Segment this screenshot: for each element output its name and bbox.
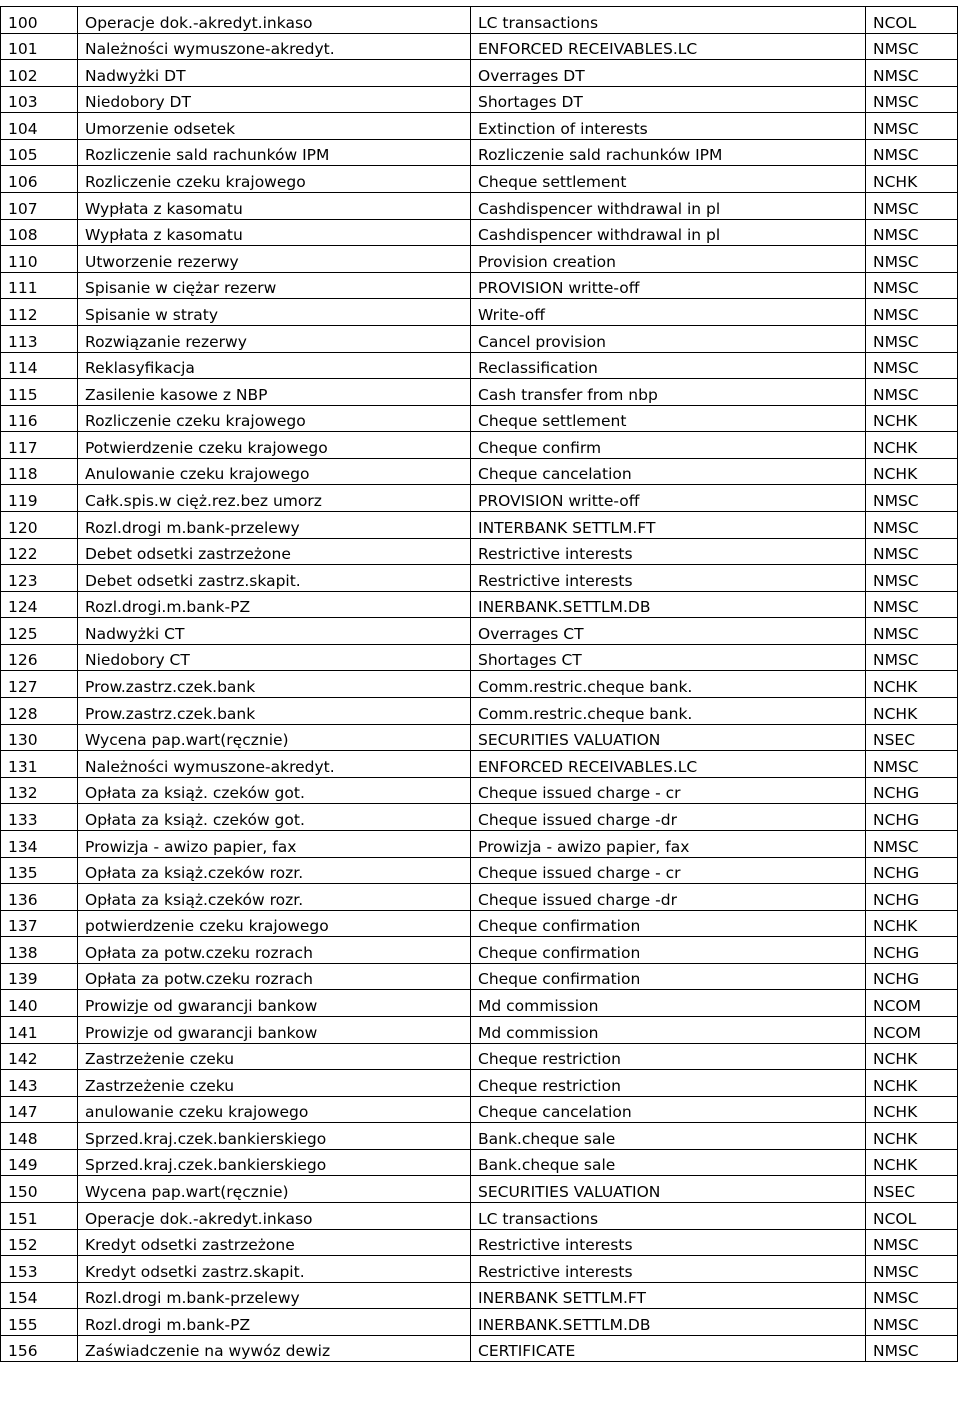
code-cell: 150 xyxy=(1,1176,78,1203)
category-cell: NCHK xyxy=(866,1096,958,1123)
table-row xyxy=(1,352,958,379)
polish-description-cell: Opłata za potw.czeku rozrach xyxy=(78,963,471,990)
category-cell: NCHG xyxy=(866,777,958,804)
polish-description-cell: Należności wymuszone-akredyt. xyxy=(78,33,471,60)
polish-description-cell: Wycena pap.wart(ręcznie) xyxy=(78,1176,471,1203)
code-cell: 102 xyxy=(1,60,78,87)
table-row xyxy=(1,432,958,459)
polish-description-cell: Rozliczenie czeku krajowego xyxy=(78,166,471,193)
english-description-cell: Cheque confirm xyxy=(471,432,866,459)
table-row xyxy=(1,139,958,166)
code-cell: 122 xyxy=(1,538,78,565)
polish-description-cell: Reklasyfikacja xyxy=(78,352,471,379)
english-description-cell: INERBANK SETTLM.FT xyxy=(471,1282,866,1309)
polish-description-cell: Utworzenie rezerwy xyxy=(78,246,471,273)
category-cell: NCHK xyxy=(866,458,958,485)
english-description-cell: Cashdispencer withdrawal in pl xyxy=(471,193,866,220)
table-row xyxy=(1,591,958,618)
english-description-cell: ENFORCED RECEIVABLES.LC xyxy=(471,751,866,778)
polish-description-cell: Całk.spis.w cięż.rez.bez umorz xyxy=(78,485,471,512)
table-row xyxy=(1,884,958,911)
table-row xyxy=(1,618,958,645)
category-cell: NMSC xyxy=(866,565,958,592)
table-row xyxy=(1,990,958,1017)
table-row xyxy=(1,299,958,326)
category-cell: NMSC xyxy=(866,219,958,246)
code-cell: 119 xyxy=(1,485,78,512)
code-cell: 101 xyxy=(1,33,78,60)
category-cell: NMSC xyxy=(866,299,958,326)
table-row xyxy=(1,485,958,512)
polish-description-cell: Prow.zastrz.czek.bank xyxy=(78,698,471,725)
category-cell: NCOM xyxy=(866,1016,958,1043)
polish-description-cell: Zastrzeżenie czeku xyxy=(78,1043,471,1070)
english-description-cell: Cheque cancelation xyxy=(471,1096,866,1123)
category-cell: NMSC xyxy=(866,618,958,645)
code-cell: 112 xyxy=(1,299,78,326)
code-cell: 154 xyxy=(1,1282,78,1309)
category-cell: NMSC xyxy=(866,325,958,352)
category-cell: NMSC xyxy=(866,86,958,113)
code-cell: 153 xyxy=(1,1256,78,1283)
polish-description-cell: Prowizje od gwarancji bankow xyxy=(78,990,471,1017)
category-cell: NMSC xyxy=(866,1335,958,1362)
code-cell: 147 xyxy=(1,1096,78,1123)
polish-description-cell: Rozliczenie czeku krajowego xyxy=(78,405,471,432)
table-row xyxy=(1,246,958,273)
polish-description-cell: Wypłata z kasomatu xyxy=(78,193,471,220)
polish-description-cell: Wycena pap.wart(ręcznie) xyxy=(78,724,471,751)
table-row xyxy=(1,538,958,565)
table-row xyxy=(1,458,958,485)
polish-description-cell: potwierdzenie czeku krajowego xyxy=(78,910,471,937)
category-cell: NCHG xyxy=(866,804,958,831)
code-cell: 125 xyxy=(1,618,78,645)
code-cell: 138 xyxy=(1,937,78,964)
english-description-cell: INERBANK.SETTLM.DB xyxy=(471,1309,866,1336)
code-cell: 127 xyxy=(1,671,78,698)
table-row xyxy=(1,1016,958,1043)
polish-description-cell: Należności wymuszone-akredyt. xyxy=(78,751,471,778)
code-cell: 116 xyxy=(1,405,78,432)
code-cell: 140 xyxy=(1,990,78,1017)
code-cell: 143 xyxy=(1,1070,78,1097)
code-cell: 137 xyxy=(1,910,78,937)
table-row xyxy=(1,671,958,698)
english-description-cell: Cashdispencer withdrawal in pl xyxy=(471,219,866,246)
table-row xyxy=(1,1043,958,1070)
code-cell: 142 xyxy=(1,1043,78,1070)
code-cell: 141 xyxy=(1,1016,78,1043)
table-row xyxy=(1,405,958,432)
category-cell: NCHG xyxy=(866,937,958,964)
code-cell: 133 xyxy=(1,804,78,831)
category-cell: NMSC xyxy=(866,644,958,671)
english-description-cell: INERBANK.SETTLM.DB xyxy=(471,591,866,618)
category-cell: NMSC xyxy=(866,113,958,140)
code-cell: 149 xyxy=(1,1149,78,1176)
polish-description-cell: Spisanie w straty xyxy=(78,299,471,326)
table-row xyxy=(1,830,958,857)
polish-description-cell: Zasilenie kasowe z NBP xyxy=(78,379,471,406)
polish-description-cell: Operacje dok.-akredyt.inkaso xyxy=(78,1203,471,1230)
code-cell: 117 xyxy=(1,432,78,459)
polish-description-cell: Rozl.drogi m.bank-PZ xyxy=(78,1309,471,1336)
english-description-cell: Comm.restric.cheque bank. xyxy=(471,671,866,698)
code-cell: 111 xyxy=(1,272,78,299)
table-row xyxy=(1,724,958,751)
table-row xyxy=(1,804,958,831)
category-cell: NCHK xyxy=(866,432,958,459)
category-cell: NCHK xyxy=(866,1043,958,1070)
table-row xyxy=(1,644,958,671)
polish-description-cell: Opłata za książ.czeków rozr. xyxy=(78,884,471,911)
table-row xyxy=(1,1256,958,1283)
category-cell: NMSC xyxy=(866,538,958,565)
code-cell: 132 xyxy=(1,777,78,804)
category-cell: NCHK xyxy=(866,671,958,698)
code-cell: 106 xyxy=(1,166,78,193)
code-cell: 134 xyxy=(1,830,78,857)
category-cell: NMSC xyxy=(866,352,958,379)
code-cell: 110 xyxy=(1,246,78,273)
category-cell: NMSC xyxy=(866,591,958,618)
polish-description-cell: Kredyt odsetki zastrz.skapit. xyxy=(78,1256,471,1283)
table-row xyxy=(1,86,958,113)
english-description-cell: Cancel provision xyxy=(471,325,866,352)
category-cell: NMSC xyxy=(866,1309,958,1336)
code-cell: 124 xyxy=(1,591,78,618)
category-cell: NCOL xyxy=(866,1203,958,1230)
english-description-cell: Cheque restriction xyxy=(471,1043,866,1070)
category-cell: NCOL xyxy=(866,7,958,34)
code-cell: 108 xyxy=(1,219,78,246)
table-row xyxy=(1,7,958,34)
category-cell: NMSC xyxy=(866,246,958,273)
code-cell: 126 xyxy=(1,644,78,671)
polish-description-cell: Rozl.drogi m.bank-przelewy xyxy=(78,1282,471,1309)
english-description-cell: Shortages DT xyxy=(471,86,866,113)
table-row xyxy=(1,963,958,990)
code-cell: 103 xyxy=(1,86,78,113)
category-cell: NCHK xyxy=(866,698,958,725)
polish-description-cell: Zastrzeżenie czeku xyxy=(78,1070,471,1097)
category-cell: NMSC xyxy=(866,60,958,87)
table-row xyxy=(1,565,958,592)
english-description-cell: Overrages CT xyxy=(471,618,866,645)
english-description-cell: Restrictive interests xyxy=(471,1229,866,1256)
table-row xyxy=(1,937,958,964)
english-description-cell: Cheque issued charge -dr xyxy=(471,884,866,911)
polish-description-cell: Opłata za książ.czeków rozr. xyxy=(78,857,471,884)
category-cell: NMSC xyxy=(866,830,958,857)
english-description-cell: SECURITIES VALUATION xyxy=(471,1176,866,1203)
english-description-cell: Md commission xyxy=(471,1016,866,1043)
polish-description-cell: Sprzed.kraj.czek.bankierskiego xyxy=(78,1123,471,1150)
polish-description-cell: Rozwiązanie rezerwy xyxy=(78,325,471,352)
polish-description-cell: Kredyt odsetki zastrzeżone xyxy=(78,1229,471,1256)
code-cell: 151 xyxy=(1,1203,78,1230)
category-cell: NMSC xyxy=(866,1282,958,1309)
english-description-cell: Restrictive interests xyxy=(471,1256,866,1283)
english-description-cell: Overrages DT xyxy=(471,60,866,87)
english-description-cell: LC transactions xyxy=(471,1203,866,1230)
category-cell: NCHG xyxy=(866,857,958,884)
table-row xyxy=(1,1309,958,1336)
polish-description-cell: Niedobory CT xyxy=(78,644,471,671)
code-cell: 128 xyxy=(1,698,78,725)
code-cell: 130 xyxy=(1,724,78,751)
polish-description-cell: Spisanie w ciężar rezerw xyxy=(78,272,471,299)
table-row xyxy=(1,60,958,87)
code-cell: 135 xyxy=(1,857,78,884)
english-description-cell: Restrictive interests xyxy=(471,538,866,565)
english-description-cell: Cash transfer from nbp xyxy=(471,379,866,406)
english-description-cell: Cheque confirmation xyxy=(471,910,866,937)
polish-description-cell: Debet odsetki zastrzeżone xyxy=(78,538,471,565)
english-description-cell: Md commission xyxy=(471,990,866,1017)
category-cell: NCHK xyxy=(866,1123,958,1150)
category-cell: NCHG xyxy=(866,884,958,911)
transaction-codes-table xyxy=(0,6,958,1362)
category-cell: NSEC xyxy=(866,1176,958,1203)
english-description-cell: LC transactions xyxy=(471,7,866,34)
code-cell: 107 xyxy=(1,193,78,220)
table-row xyxy=(1,751,958,778)
category-cell: NMSC xyxy=(866,33,958,60)
table-row xyxy=(1,166,958,193)
english-description-cell: SECURITIES VALUATION xyxy=(471,724,866,751)
table-row xyxy=(1,1149,958,1176)
code-cell: 148 xyxy=(1,1123,78,1150)
code-cell: 131 xyxy=(1,751,78,778)
polish-description-cell: Prow.zastrz.czek.bank xyxy=(78,671,471,698)
english-description-cell: Reclassification xyxy=(471,352,866,379)
table-row xyxy=(1,1123,958,1150)
english-description-cell: ENFORCED RECEIVABLES.LC xyxy=(471,33,866,60)
polish-description-cell: Opłata za książ. czeków got. xyxy=(78,804,471,831)
english-description-cell: Bank.cheque sale xyxy=(471,1123,866,1150)
category-cell: NCHK xyxy=(866,405,958,432)
english-description-cell: Restrictive interests xyxy=(471,565,866,592)
table-row xyxy=(1,698,958,725)
table-row xyxy=(1,325,958,352)
table-row xyxy=(1,193,958,220)
english-description-cell: Bank.cheque sale xyxy=(471,1149,866,1176)
english-description-cell: Extinction of interests xyxy=(471,113,866,140)
english-description-cell: Shortages CT xyxy=(471,644,866,671)
polish-description-cell: Debet odsetki zastrz.skapit. xyxy=(78,565,471,592)
table-row xyxy=(1,1070,958,1097)
code-cell: 139 xyxy=(1,963,78,990)
category-cell: NMSC xyxy=(866,511,958,538)
polish-description-cell: Wypłata z kasomatu xyxy=(78,219,471,246)
english-description-cell: Cheque confirmation xyxy=(471,963,866,990)
category-cell: NMSC xyxy=(866,1256,958,1283)
polish-description-cell: Nadwyżki CT xyxy=(78,618,471,645)
english-description-cell: CERTIFICATE xyxy=(471,1335,866,1362)
code-cell: 100 xyxy=(1,7,78,34)
code-cell: 113 xyxy=(1,325,78,352)
english-description-cell: Write-off xyxy=(471,299,866,326)
table-body xyxy=(1,7,958,1362)
polish-description-cell: Anulowanie czeku krajowego xyxy=(78,458,471,485)
english-description-cell: Cheque restriction xyxy=(471,1070,866,1097)
category-cell: NMSC xyxy=(866,379,958,406)
polish-description-cell: Nadwyżki DT xyxy=(78,60,471,87)
polish-description-cell: Prowizja - awizo papier, fax xyxy=(78,830,471,857)
english-description-cell: Cheque issued charge - cr xyxy=(471,777,866,804)
polish-description-cell: Niedobory DT xyxy=(78,86,471,113)
code-cell: 104 xyxy=(1,113,78,140)
table-row xyxy=(1,1176,958,1203)
table-row xyxy=(1,33,958,60)
english-description-cell: Cheque issued charge -dr xyxy=(471,804,866,831)
english-description-cell: Cheque issued charge - cr xyxy=(471,857,866,884)
code-cell: 155 xyxy=(1,1309,78,1336)
code-cell: 105 xyxy=(1,139,78,166)
table-row xyxy=(1,857,958,884)
english-description-cell: Comm.restric.cheque bank. xyxy=(471,698,866,725)
english-description-cell: Rozliczenie sald rachunków IPM xyxy=(471,139,866,166)
english-description-cell: PROVISION writte-off xyxy=(471,485,866,512)
category-cell: NCHK xyxy=(866,1149,958,1176)
table-row xyxy=(1,1203,958,1230)
code-cell: 152 xyxy=(1,1229,78,1256)
polish-description-cell: Sprzed.kraj.czek.bankierskiego xyxy=(78,1149,471,1176)
table-row xyxy=(1,1282,958,1309)
code-cell: 118 xyxy=(1,458,78,485)
table-row xyxy=(1,113,958,140)
english-description-cell: Cheque settlement xyxy=(471,166,866,193)
english-description-cell: Prowizja - awizo papier, fax xyxy=(471,830,866,857)
polish-description-cell: Potwierdzenie czeku krajowego xyxy=(78,432,471,459)
category-cell: NMSC xyxy=(866,193,958,220)
polish-description-cell: Opłata za potw.czeku rozrach xyxy=(78,937,471,964)
code-cell: 136 xyxy=(1,884,78,911)
table-row xyxy=(1,777,958,804)
polish-description-cell: Umorzenie odsetek xyxy=(78,113,471,140)
category-cell: NCHK xyxy=(866,1070,958,1097)
category-cell: NCHK xyxy=(866,910,958,937)
polish-description-cell: Rozl.drogi m.bank-przelewy xyxy=(78,511,471,538)
polish-description-cell: anulowanie czeku krajowego xyxy=(78,1096,471,1123)
category-cell: NCOM xyxy=(866,990,958,1017)
table-row xyxy=(1,1096,958,1123)
category-cell: NMSC xyxy=(866,1229,958,1256)
english-description-cell: Cheque cancelation xyxy=(471,458,866,485)
category-cell: NMSC xyxy=(866,485,958,512)
polish-description-cell: Opłata za książ. czeków got. xyxy=(78,777,471,804)
polish-description-cell: Prowizje od gwarancji bankow xyxy=(78,1016,471,1043)
category-cell: NSEC xyxy=(866,724,958,751)
table-row xyxy=(1,910,958,937)
english-description-cell: PROVISION writte-off xyxy=(471,272,866,299)
table-row xyxy=(1,511,958,538)
category-cell: NMSC xyxy=(866,272,958,299)
polish-description-cell: Rozl.drogi.m.bank-PZ xyxy=(78,591,471,618)
code-cell: 120 xyxy=(1,511,78,538)
polish-description-cell: Operacje dok.-akredyt.inkaso xyxy=(78,7,471,34)
code-cell: 123 xyxy=(1,565,78,592)
table-row xyxy=(1,379,958,406)
category-cell: NCHG xyxy=(866,963,958,990)
english-description-cell: INTERBANK SETTLM.FT xyxy=(471,511,866,538)
category-cell: NCHK xyxy=(866,166,958,193)
polish-description-cell: Zaświadczenie na wywóz dewiz xyxy=(78,1335,471,1362)
table-row xyxy=(1,1229,958,1256)
code-cell: 115 xyxy=(1,379,78,406)
category-cell: NMSC xyxy=(866,139,958,166)
english-description-cell: Cheque settlement xyxy=(471,405,866,432)
english-description-cell: Cheque confirmation xyxy=(471,937,866,964)
table-row xyxy=(1,1335,958,1362)
polish-description-cell: Rozliczenie sald rachunków IPM xyxy=(78,139,471,166)
english-description-cell: Provision creation xyxy=(471,246,866,273)
table-row xyxy=(1,219,958,246)
table-row xyxy=(1,272,958,299)
code-cell: 156 xyxy=(1,1335,78,1362)
category-cell: NMSC xyxy=(866,751,958,778)
code-cell: 114 xyxy=(1,352,78,379)
